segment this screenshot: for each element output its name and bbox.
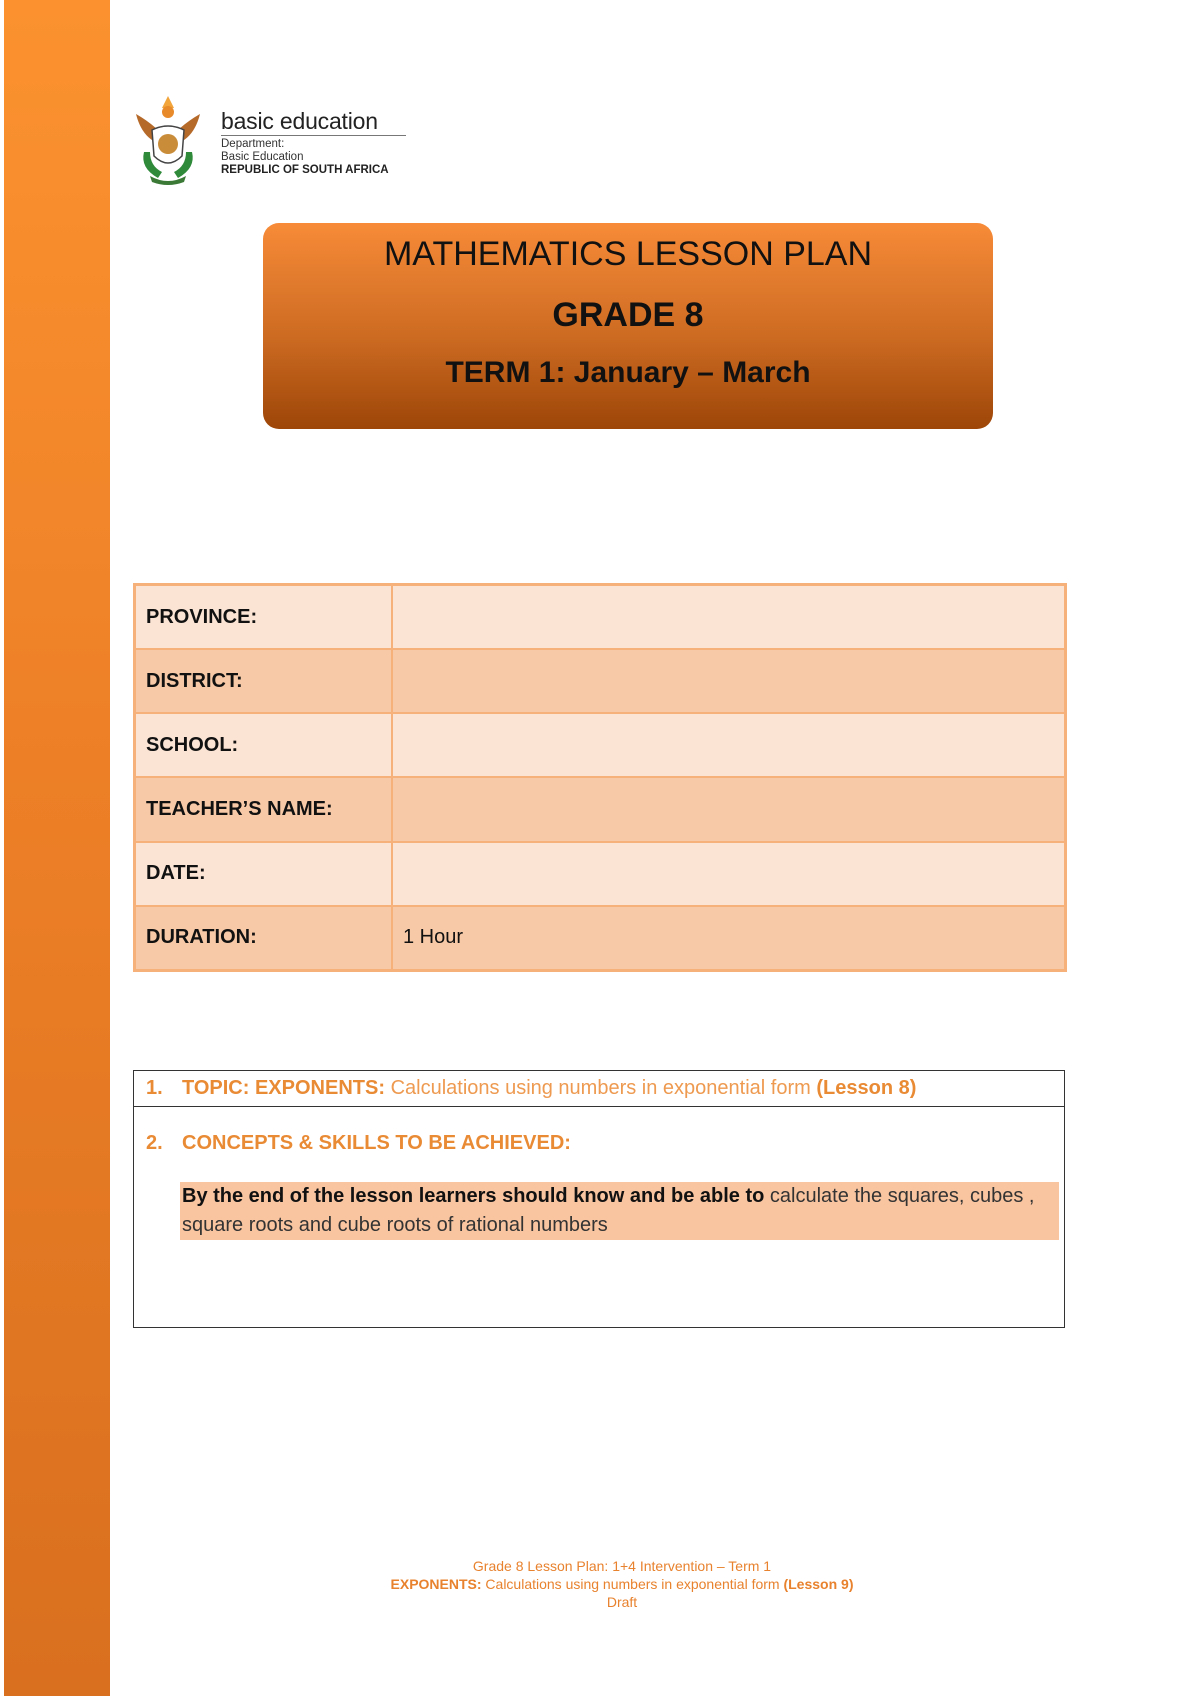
logo-line3: REPUBLIC OF SOUTH AFRICA [221,164,389,176]
table-row [135,649,1066,713]
date-field[interactable] [392,842,1066,906]
logo-department [221,138,389,177]
footer-label: EXPONENTS: [390,1576,482,1592]
table-row [135,906,1066,971]
title-term: TERM 1: January – March [445,356,811,389]
district-field[interactable] [392,649,1066,713]
school-field[interactable] [392,713,1066,777]
concepts-heading: CONCEPTS & SKILLS TO BE ACHIEVED: [182,1132,571,1154]
title-grade: GRADE 8 [552,296,704,334]
logo-line1: Department: [221,138,285,150]
footer-line1: Grade 8 Lesson Plan: 1+4 Intervention – Term 1 [472,1558,772,1574]
footer-lesson: (Lesson 9) [783,1576,854,1592]
concepts-bold-text: By the end of the lesson learners should know and be able to [182,1185,765,1207]
topic-line [182,1077,916,1100]
table-row [135,713,1066,777]
row-label: PROVINCE: [135,585,393,650]
coat-of-arms-icon [130,92,206,188]
topic-text: Calculations using numbers in exponential form [390,1077,811,1099]
table-row [135,777,1066,841]
table-row [135,842,1066,906]
row-label: DURATION: [135,906,393,971]
concepts-body [180,1182,1059,1240]
lesson-title-box [263,223,993,429]
logo-divider [221,135,406,136]
logo-title: basic education [221,108,378,134]
logo-line2: Basic Education [221,151,304,163]
footer-text: Calculations using numbers in exponential form [481,1576,784,1592]
dbe-logo [130,92,430,192]
concepts-text: calculate the squares, cubes , square roots and cube roots of rational numbers [182,1185,1035,1236]
title-subject: MATHEMATICS LESSON PLAN [383,235,873,273]
row-label: DATE: [135,842,393,906]
row-label: DISTRICT: [135,649,393,713]
lesson-info-table [133,583,1067,972]
footer-line2 [0,1575,1200,1593]
footer-line3: Draft [606,1594,638,1610]
duration-field[interactable]: 1 Hour [392,906,1066,971]
teacher-name-field[interactable] [392,777,1066,841]
table-row [135,585,1066,650]
concepts-number: 2. [146,1132,163,1154]
province-field[interactable] [392,585,1066,650]
row-label: SCHOOL: [135,713,393,777]
topic-row [134,1071,1064,1107]
topic-label: TOPIC: EXPONENTS: [182,1077,385,1099]
row-label: TEACHER’S NAME: [135,777,393,841]
side-color-bar [4,0,110,1696]
topic-number: 1. [146,1077,163,1099]
topic-section [133,1070,1065,1328]
topic-lesson: (Lesson 8) [816,1077,917,1099]
page-footer [0,1557,1200,1611]
